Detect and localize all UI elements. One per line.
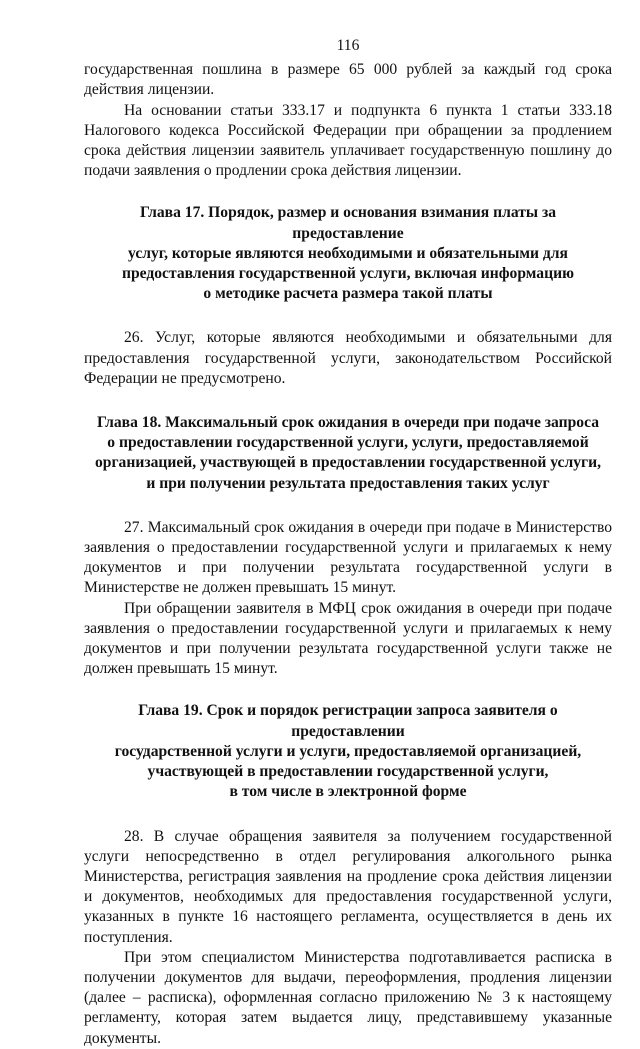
paragraph-fee-continued: государственная пошлина в размере 65 000 рублей за каждый год срока действия лицензии. [84, 61, 612, 99]
chapter-17-heading-line: услуг, которые являются необходимыми и обязательными для [128, 244, 568, 262]
chapter-17-heading [84, 203, 612, 304]
paragraph-27: 27. Максимальный срок ожидания в очереди при подаче в Министерство заявления о предоставлении государственной услуги и прилагаемых к нему документов и при получении результата государственной услуги в Министерстве не должен превышать 15 минут. [84, 518, 612, 597]
chapter-18-heading-line: Глава 18. Максимальный срок ожидания в очереди при подаче запроса [96, 414, 600, 432]
paragraph-27-mfc: При обращении заявителя в МФЦ срок ожидания в очереди при подаче заявления о предоставлении государственной услуги и прилагаемых к нему документов и при получении результата государственной услуги также не должен превышать 15 минут. [84, 599, 612, 678]
page-number: 116 [336, 37, 360, 54]
chapter-19-heading-line: государственной услуги и услуги, предоставляемой организацией, [114, 742, 582, 760]
chapter-19-heading [84, 701, 612, 802]
paragraph-26: 26. Услуг, которые являются необходимыми и обязательными для предоставления государственной услуги, законодательством Российской Федерации не предусмотрено. [84, 329, 612, 387]
chapter-19-heading-line: Глава 19. Срок и порядок регистрации запроса заявителя о предоставлении [138, 702, 558, 740]
chapter-17-heading-line: о методике расчета размера такой платы [203, 285, 493, 303]
paragraph-tax-code: На основании статьи 333.17 и подпункта 6 пункта 1 статьи 333.18 Налогового кодекса Российской Федерации при обращении за продлением срока действия лицензии заявитель уплачивает государственную пошлину до подачи заявления о продлении срока действия лицензии. [84, 101, 612, 180]
chapter-18-heading [84, 413, 612, 494]
paragraph-28: 28. В случае обращения заявителя за получением государственной услуги непосредственно в отдел регулирования алкогольного рынка Министерства, регистрация заявления на продление срока действия лицензии и документов, необходимых для предоставления государственной услуги, указанных в пункте 16 настоящего регламента, осуществляется в день их поступления. [84, 827, 612, 946]
chapter-17-heading-line: предоставления государственной услуги, включая информацию [121, 265, 574, 283]
chapter-19-heading-line: участвующей в предоставлении государственной услуги, [147, 763, 549, 781]
chapter-18-heading-line: о предоставлении государственной услуги, услуги, предоставляемой [107, 434, 589, 452]
chapter-18-heading-line: организацией, участвующей в предоставлении государственной услуги, [95, 454, 601, 472]
chapter-17-heading-line: Глава 17. Порядок, размер и основания взимания платы за предоставление [139, 204, 557, 242]
paragraph-28-receipt: При этом специалистом Министерства подготавливается расписка в получении документов для выдачи, переоформления, продления лицензии (далее – расписка), оформленная согласно приложению № 3 к настоящему регламенту, которая затем выдается лицу, представившему указанные документы. [84, 948, 612, 1047]
chapter-19-heading-line: в том числе в электронной форме [229, 783, 467, 801]
chapter-18-heading-line: и при получении результата предоставления таких услуг [146, 474, 550, 492]
